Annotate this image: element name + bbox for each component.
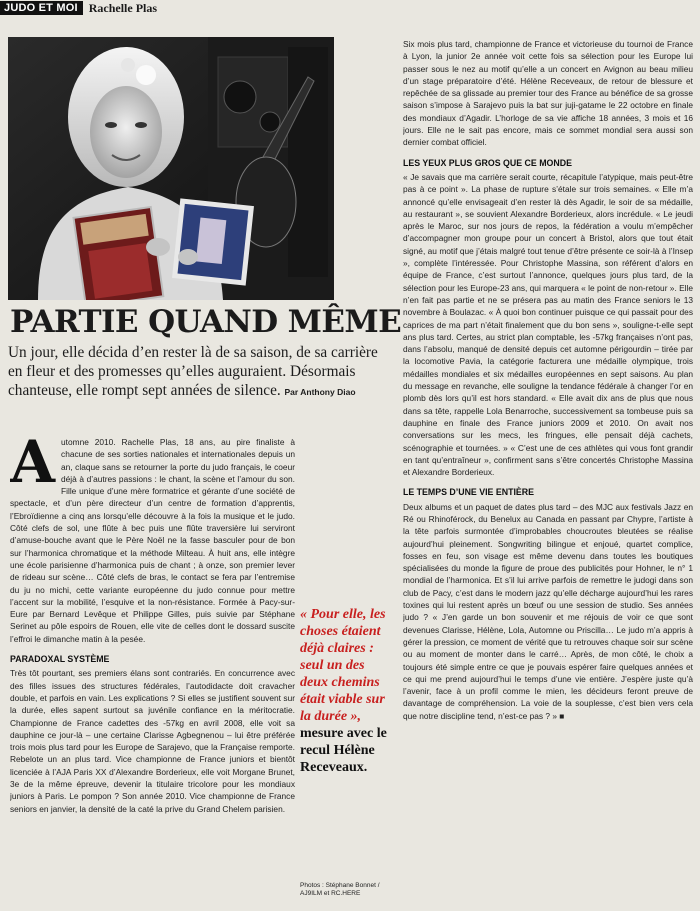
photo-illustration (8, 37, 334, 300)
photo-credit: Photos : Stéphane Bonnet / AJ9ILM et RC.HERE (300, 882, 380, 897)
section-title-1: PARADOXAL SYSTÈME (10, 654, 110, 665)
section-text-1: Très tôt pourtant, ses premiers élans sont contrariés. En concurrence avec des filles issues des structures fédérales, l’autodidacte doit cravacher double, et parfois en vain. Les explications ? Si elles se justifient souvent sur la durée, elles sapent surtout sa juvénile confiance en la méritocratie. Championne de France cadettes des -57kg en avril 2008, elle voit sa dauphine ce jour-là – une certaine Clarisse Agbegnenou – lui être préférée trois mois plus tard pour les Europe de Sarajevo, que la Française remporte. Rebelote un an plus tard. Vice championne de France juniors et bientôt licenciée à l’AJA Paris XX d’Alexandre Borderieux, elle voit Morgane Brunet, 3e de la même épreuve, devenir la titulaire tricolore pour les mondiaux juniors à Paris. Le pompon ? Son année 2010. Vice championne de France seniors en janvier, la densité de la caté la prive du Grand Chelem parisien. (10, 668, 295, 814)
article-lead (8, 343, 392, 402)
rubric-label: JUDO ET MOI (0, 1, 83, 15)
section-title-2: LES YEUX PLUS GROS QUE CE MONDE (403, 157, 572, 168)
pull-quote-attribution: mesure avec le recul Hélène Receveaux. (300, 726, 387, 775)
right-column (403, 38, 693, 906)
section-text-2: « Je savais que ma carrière serait courte, récapitule l’atypique, mais peut-être pas à ce point ». La phase de rupture s’étale sur trois semaines. « Elle m’a annoncé qu’elle envisageait d’en rester là dès Agadir, le soir de sa médaille, au restaurant », se souvient Alexandre Borderieux, alors incrédule. « Le jeudi après le Maroc, sur nos jours de repos, la fédération a voulu m’empêcher d’accompagner mon groupe pour un concert à Bristol, alors que tout était signé, au motif que j’étais malgré tout tenue d’être présente ce soir-là à l’Insep », complète l’intéressée. Pour Christophe Massina, son référent d’alors en équipe de France, c’est surtout l’annonce, quelques jours plus tard, de la sélection pour les Europe-23 ans, qui marquera « le point de non-retour ». Elle n’en fait pas partie et ne se présera pas au matin des France seniors le 13 novembre à Boulazac. « À quoi bon continuer puisque ce qui passait pour des caprices de ma part n’était finalement que du bon sens », souligne-t-elle sept ans plus tard. Certes, au strict plan comptable, les -57kg françaises n’ont pas, dans l’absolu, manqué de densité depuis cet automne périgourdin – tirée par la locomotive Pavia, la catégorie facturera une médaille olympique, trois médailles mondiales et six médailles européennes en sept saisons. Au plan du message en revanche, elle souligne la tendance fédérale à changer l’or en plomb dès lors qu’il est hors standard. « Elle avait dix ans de plus que nous dans sa tête, rappelle Lola Benarroche, successivement sa tombeuse puis sa dauphine en finale des France juniors 2009 et 2010. On avait nos conversations sur les mecs, les fringues, elle pensait déjà cachets, scénographie et tournées. » « C’est une de ces athlètes qui vous font grandir en tant qu’entraîneur », confirment sans s’être concertés Christophe Massina et Alexandre Borderieux. (403, 171, 693, 478)
rubric-author: Rachelle Plas (88, 0, 158, 15)
pull-quote-text: « Pour elle, les choses étaient déjà claires : seul un des deux chemins était viable sur la durée », (300, 607, 386, 724)
article-title: PARTIE QUAND MÊME (10, 304, 402, 340)
byline: Par Anthony Diao (284, 387, 356, 397)
section-title-3: LE TEMPS D’UNE VIE ENTIÈRE (403, 487, 534, 498)
left-column (10, 436, 295, 906)
section-text-3: Deux albums et un paquet de dates plus tard – des MJC aux festivals Jazz en Ré ou Rhinoférock, du Benelux au Canada en passant par Chypre, l’artiste à la tête parfois surmontée d’improbables choucroutes bleutées se réalise aujourd’hui pleinement. Songwriting bilingue et enjoué, quartet complice, fosses en feu, son visage est même devenu dans toutes les boutiques spécialisées du monde la figure de proue des publicités pour Hohner, le n° 1 mondial de l’harmonica. Et s’il lui arrive parfois de remettre le judogi dans son club de Pacy, c’est dans le modern jazz qu’elle décharge aujourd’hui les rares toxines qui lui restent après un bœuf ou une session de studio. Ses années judo ? « J’en garde un bon souvenir et me réjouis de voir ce que sont devenues Clarisse, Hélène, Lola, Automne ou Priscilla… Le judo m’a appris à gérer la pression, ce moment de vérité que tu retrouves chaque soir sur scène ou au moment de monter dans le carré… Après, de mon côté, le choix a toujours été simple entre ce que je pouvais espérer faire quelques années et ce qui me prend aujourd’hui le temps d’une vie entière. J’espère juste qu’à l’avenir, face à un profil comme le mien, les décideurs feront preuve de davantage de compréhension. La voie de la souplesse, c’est bien vers cela que notre discipline tend, n’est-ce pas ? » ■ (403, 501, 693, 721)
intro-paragraph (10, 436, 295, 645)
article-photo (8, 37, 334, 300)
drop-cap: A (10, 436, 56, 496)
pull-quote (300, 606, 396, 776)
intro-text: utomne 2010. Rachelle Plas, 18 ans, au pire finaliste à chacune de ses sorties nationales et internationales depuis un an, claque sans se retourner la porte du judo français, le coeur déjà à d’autres passions : le chant, la scène et l’amour du son. Fille unique d’une mère formatrice et gérante d’une société de spectacle, et d’un père directeur d’un centre de formation d’apprentis, l’Ebroïdienne a cinq ans lorsqu’elle découvre à la fois la musique et le judo. Côté clefs de sol, une flûte à bec puis une flûte traversière lui serviront d’amuse-bouche avant que le Père Noël ne la fasse basculer pour de bon sur l’harmonica chromatique et la méthode Milteau. À huit ans, elle intègre une école parisienne d’harmonica puis de chant ; à onze, son premier lever de rideau sur scène… Côté clefs de bras, le contact se fera par l’entremise du ju no michi, cette variante européenne du judo connue pour mettre l’accent sur la mobilité, l’esquive et la non-résistance. Formée à Pacy-sur-Eure par Bernard Levêque et Philippe Gilles, puis suivie par Stéphane Serinet au pôle espoirs de Rouen, elle vite de celles dont le dossard suscite l’effroi le dimanche matin à la pesée. (10, 437, 295, 644)
page-header (0, 0, 157, 16)
lead-text: Un jour, elle décida d’en rester là de sa saison, de sa carrière en fleur et des promesses qu’elles auguraient. Désormais chanteuse, elle rompt sept années de silence. (8, 344, 378, 399)
continuation-paragraph: Six mois plus tard, championne de France et victorieuse du tournoi de France à Lyon, la junior 2e année voit cette fois sa sélection pour les Europe lui passer sous le nez au motif qu’elle a un concert en Avignon au beau milieu d’un stage préparatoire d’été. Hélène Receveaux, de retour de blessure et repêchée de sa glissade au premier tour des France au bénéfice de sa grosse saison s’impose à Sarajevo puis la bat sur juji-gatame le 22 octobre en finale des mondiaux d’Agadir. L’horloge de sa vie affiche 18 années, 3 mois et 16 jours. Elle ne le sait pas encore, mais ce sommet mondial sera aussi son dernier combat officiel. (403, 39, 693, 148)
